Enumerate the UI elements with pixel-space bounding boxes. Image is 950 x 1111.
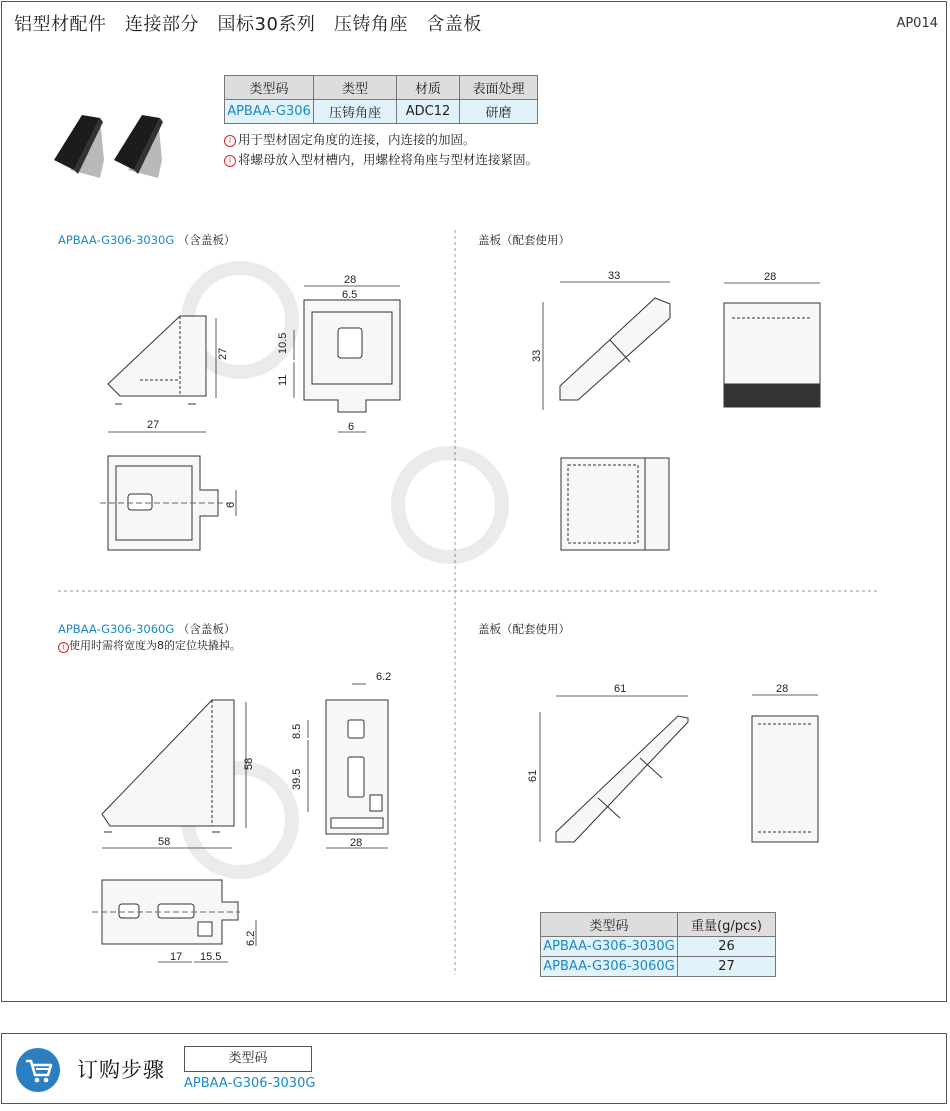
dim-3060-width-58: 58 <box>158 836 171 848</box>
order-example-code: APBAA-G306-3030G <box>184 1076 316 1091</box>
drawing-3030g-side <box>108 316 206 404</box>
table-row <box>541 937 776 957</box>
drawing-3060g-side <box>102 700 234 832</box>
section-cover-3060-label: 盖板（配套使用） <box>478 622 570 636</box>
drawing-3030g-top <box>100 456 230 550</box>
info-icon: i <box>224 135 236 147</box>
weight-header-weight: 重量(g/pcs) <box>678 913 776 937</box>
dim-3060-height-58: 58 <box>243 757 255 770</box>
dim-cover-33-width: 33 <box>608 270 621 282</box>
cart-icon <box>16 1048 60 1092</box>
spec-header-code: 类型码 <box>225 76 314 100</box>
weight-cell-value: 27 <box>678 957 776 977</box>
drawing-cover-3060-front <box>752 716 818 842</box>
drawing-cover-3030-side <box>560 298 670 400</box>
drawing-3060g-front <box>326 700 388 834</box>
info-icon: i <box>224 155 236 167</box>
spec-cell-type: 压铸角座 <box>314 100 397 124</box>
dim-39-5: 39.5 <box>291 768 303 790</box>
drawing-3030g-front <box>304 300 400 412</box>
order-type-code-box: 类型码 <box>184 1046 312 1072</box>
spec-header-surface: 表面处理 <box>460 76 538 100</box>
dim-6: 6 <box>348 421 355 433</box>
spec-header-material: 材质 <box>397 76 460 100</box>
drawing-cover-3060-side <box>556 716 688 842</box>
table-row <box>541 957 776 977</box>
weight-cell-code: APBAA-G306-3060G <box>541 957 678 977</box>
section-cover-3030-label: 盖板（配套使用） <box>478 233 570 247</box>
dim-cover-61-width: 61 <box>614 683 627 695</box>
weight-table <box>540 912 776 977</box>
product-photo <box>54 115 163 178</box>
drawing-cover-3030-top <box>561 458 669 550</box>
dim-15-5: 15.5 <box>200 951 222 963</box>
dim-17: 17 <box>170 951 183 963</box>
section-3030g-label: APBAA-G306-3030G （含盖板） <box>58 233 236 247</box>
dim-6-top: 6 <box>225 501 237 508</box>
dim-cover-33-height: 33 <box>531 349 543 362</box>
dim-cover-61-height: 61 <box>527 769 539 782</box>
drawing-cover-3030-front <box>724 303 820 407</box>
dim-11: 11 <box>277 374 289 386</box>
dim-cover-3060-28: 28 <box>776 683 789 695</box>
spec-table <box>224 75 538 124</box>
page-code: AP014 <box>896 16 938 31</box>
dim-slot-6-5: 6.5 <box>342 289 358 301</box>
spec-cell-code: APBAA-G306 <box>225 100 314 124</box>
spec-cell-surface: 研磨 <box>460 100 538 124</box>
spec-cell-material: ADC12 <box>397 100 460 124</box>
dim-3060-28: 28 <box>350 837 363 849</box>
page-title: 铝型材配件 连接部分 国标30系列 压铸角座 含盖板 <box>14 14 482 35</box>
note-2: i 将螺母放入型材槽内，用螺栓将角座与型材连接紧固。 <box>224 150 538 168</box>
dim-width-27: 27 <box>147 419 160 431</box>
note-1: i 用于型材固定角度的连接，内连接的加固。 <box>224 130 476 148</box>
dim-6-2: 6.2 <box>376 671 392 683</box>
section-3060g-label: APBAA-G306-3060G （含盖板） <box>58 622 236 636</box>
dim-10-5: 10.5 <box>277 332 289 354</box>
order-steps-title: 订购步骤 <box>77 1058 165 1082</box>
dim-cover-28: 28 <box>764 271 777 283</box>
drawing-3060g-top <box>92 880 240 944</box>
dim-height-27: 27 <box>217 347 229 360</box>
spec-header-type: 类型 <box>314 76 397 100</box>
dim-6-2-top: 6.2 <box>245 930 257 946</box>
dim-width-28: 28 <box>344 274 357 286</box>
order-steps-panel <box>1 1033 947 1104</box>
weight-header-code: 类型码 <box>541 913 678 937</box>
info-icon: i <box>58 642 69 653</box>
weight-cell-value: 26 <box>678 937 776 957</box>
dim-8-5: 8.5 <box>291 723 303 739</box>
section-3060g-note: i 使用时需将宽度为8的定位块撬掉。 <box>58 637 241 653</box>
weight-cell-code: APBAA-G306-3030G <box>541 937 678 957</box>
